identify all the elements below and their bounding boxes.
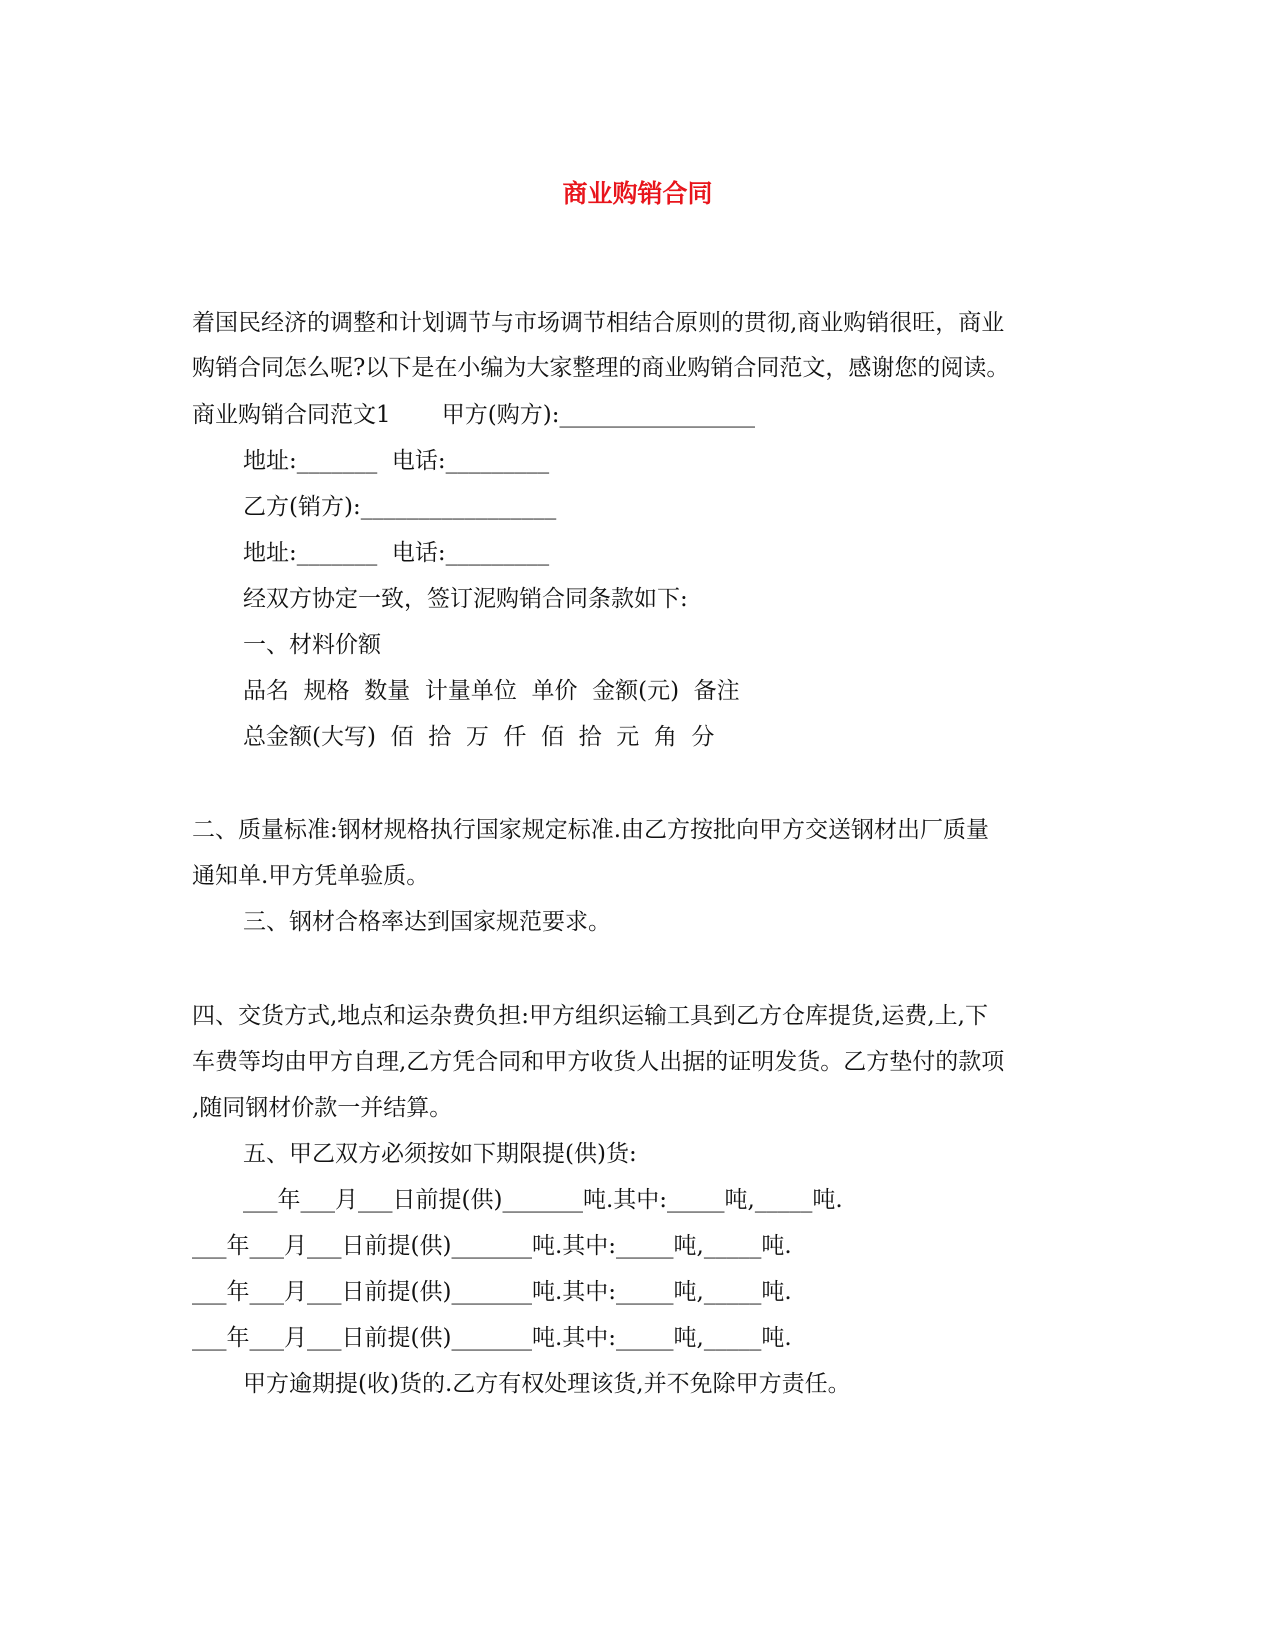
paragraph-line: 商业购销合同范文1 甲方(购方):_________________ — [192, 402, 756, 428]
paragraph-line: 车费等均由甲方自理,乙方凭合同和甲方收货人出据的证明发货。乙方垫付的款项 — [192, 1049, 1005, 1075]
document-title: 商业购销合同 — [562, 179, 713, 208]
paragraph-line: 地址:_______ 电话:_________ — [243, 448, 550, 474]
delivery-schedule-line: ___年___月___日前提(供)_______吨.其中:_____吨,_____吨. — [192, 1233, 792, 1259]
delivery-schedule-line: ___年___月___日前提(供)_______吨.其中:_____吨,_____吨. — [192, 1279, 792, 1305]
paragraph-line: 通知单.甲方凭单验质。 — [192, 863, 430, 889]
paragraph-line: 着国民经济的调整和计划调节与市场调节相结合原则的贯彻,商业购销很旺，商业 — [192, 310, 1005, 336]
paragraph-line: 经双方协定一致，签订泥购销合同条款如下: — [243, 586, 688, 612]
paragraph-line: 乙方(销方):_________________ — [243, 494, 557, 520]
delivery-schedule-line: ___年___月___日前提(供)_______吨.其中:_____吨,_____吨. — [243, 1187, 843, 1213]
paragraph-line: 购销合同怎么呢?以下是在小编为大家整理的商业购销合同范文，感谢您的阅读。 — [192, 355, 1010, 381]
section-heading: 一、材料价额 — [243, 632, 381, 658]
total-amount-line: 总金额(大写) 佰 拾 万 仟 佰 拾 元 角 分 — [243, 724, 715, 750]
delivery-schedule-line: ___年___月___日前提(供)_______吨.其中:_____吨,_____吨. — [192, 1325, 792, 1351]
paragraph-line: ,随同钢材价款一并结算。 — [192, 1095, 453, 1121]
table-header-line: 品名 规格 数量 计量单位 单价 金额(元) 备注 — [243, 678, 740, 704]
paragraph-line: 三、钢材合格率达到国家规范要求。 — [243, 909, 611, 935]
paragraph-line: 甲方逾期提(收)货的.乙方有权处理该货,并不免除甲方责任。 — [243, 1371, 851, 1397]
paragraph-line: 四、交货方式,地点和运杂费负担:甲方组织运输工具到乙方仓库提货,运费,上,下 — [192, 1003, 988, 1029]
paragraph-line: 地址:_______ 电话:_________ — [243, 540, 550, 566]
paragraph-line: 二、质量标准:钢材规格执行国家规定标准.由乙方按批向甲方交送钢材出厂质量 — [192, 817, 990, 843]
paragraph-line: 五、甲乙双方必须按如下期限提(供)货: — [243, 1141, 637, 1167]
